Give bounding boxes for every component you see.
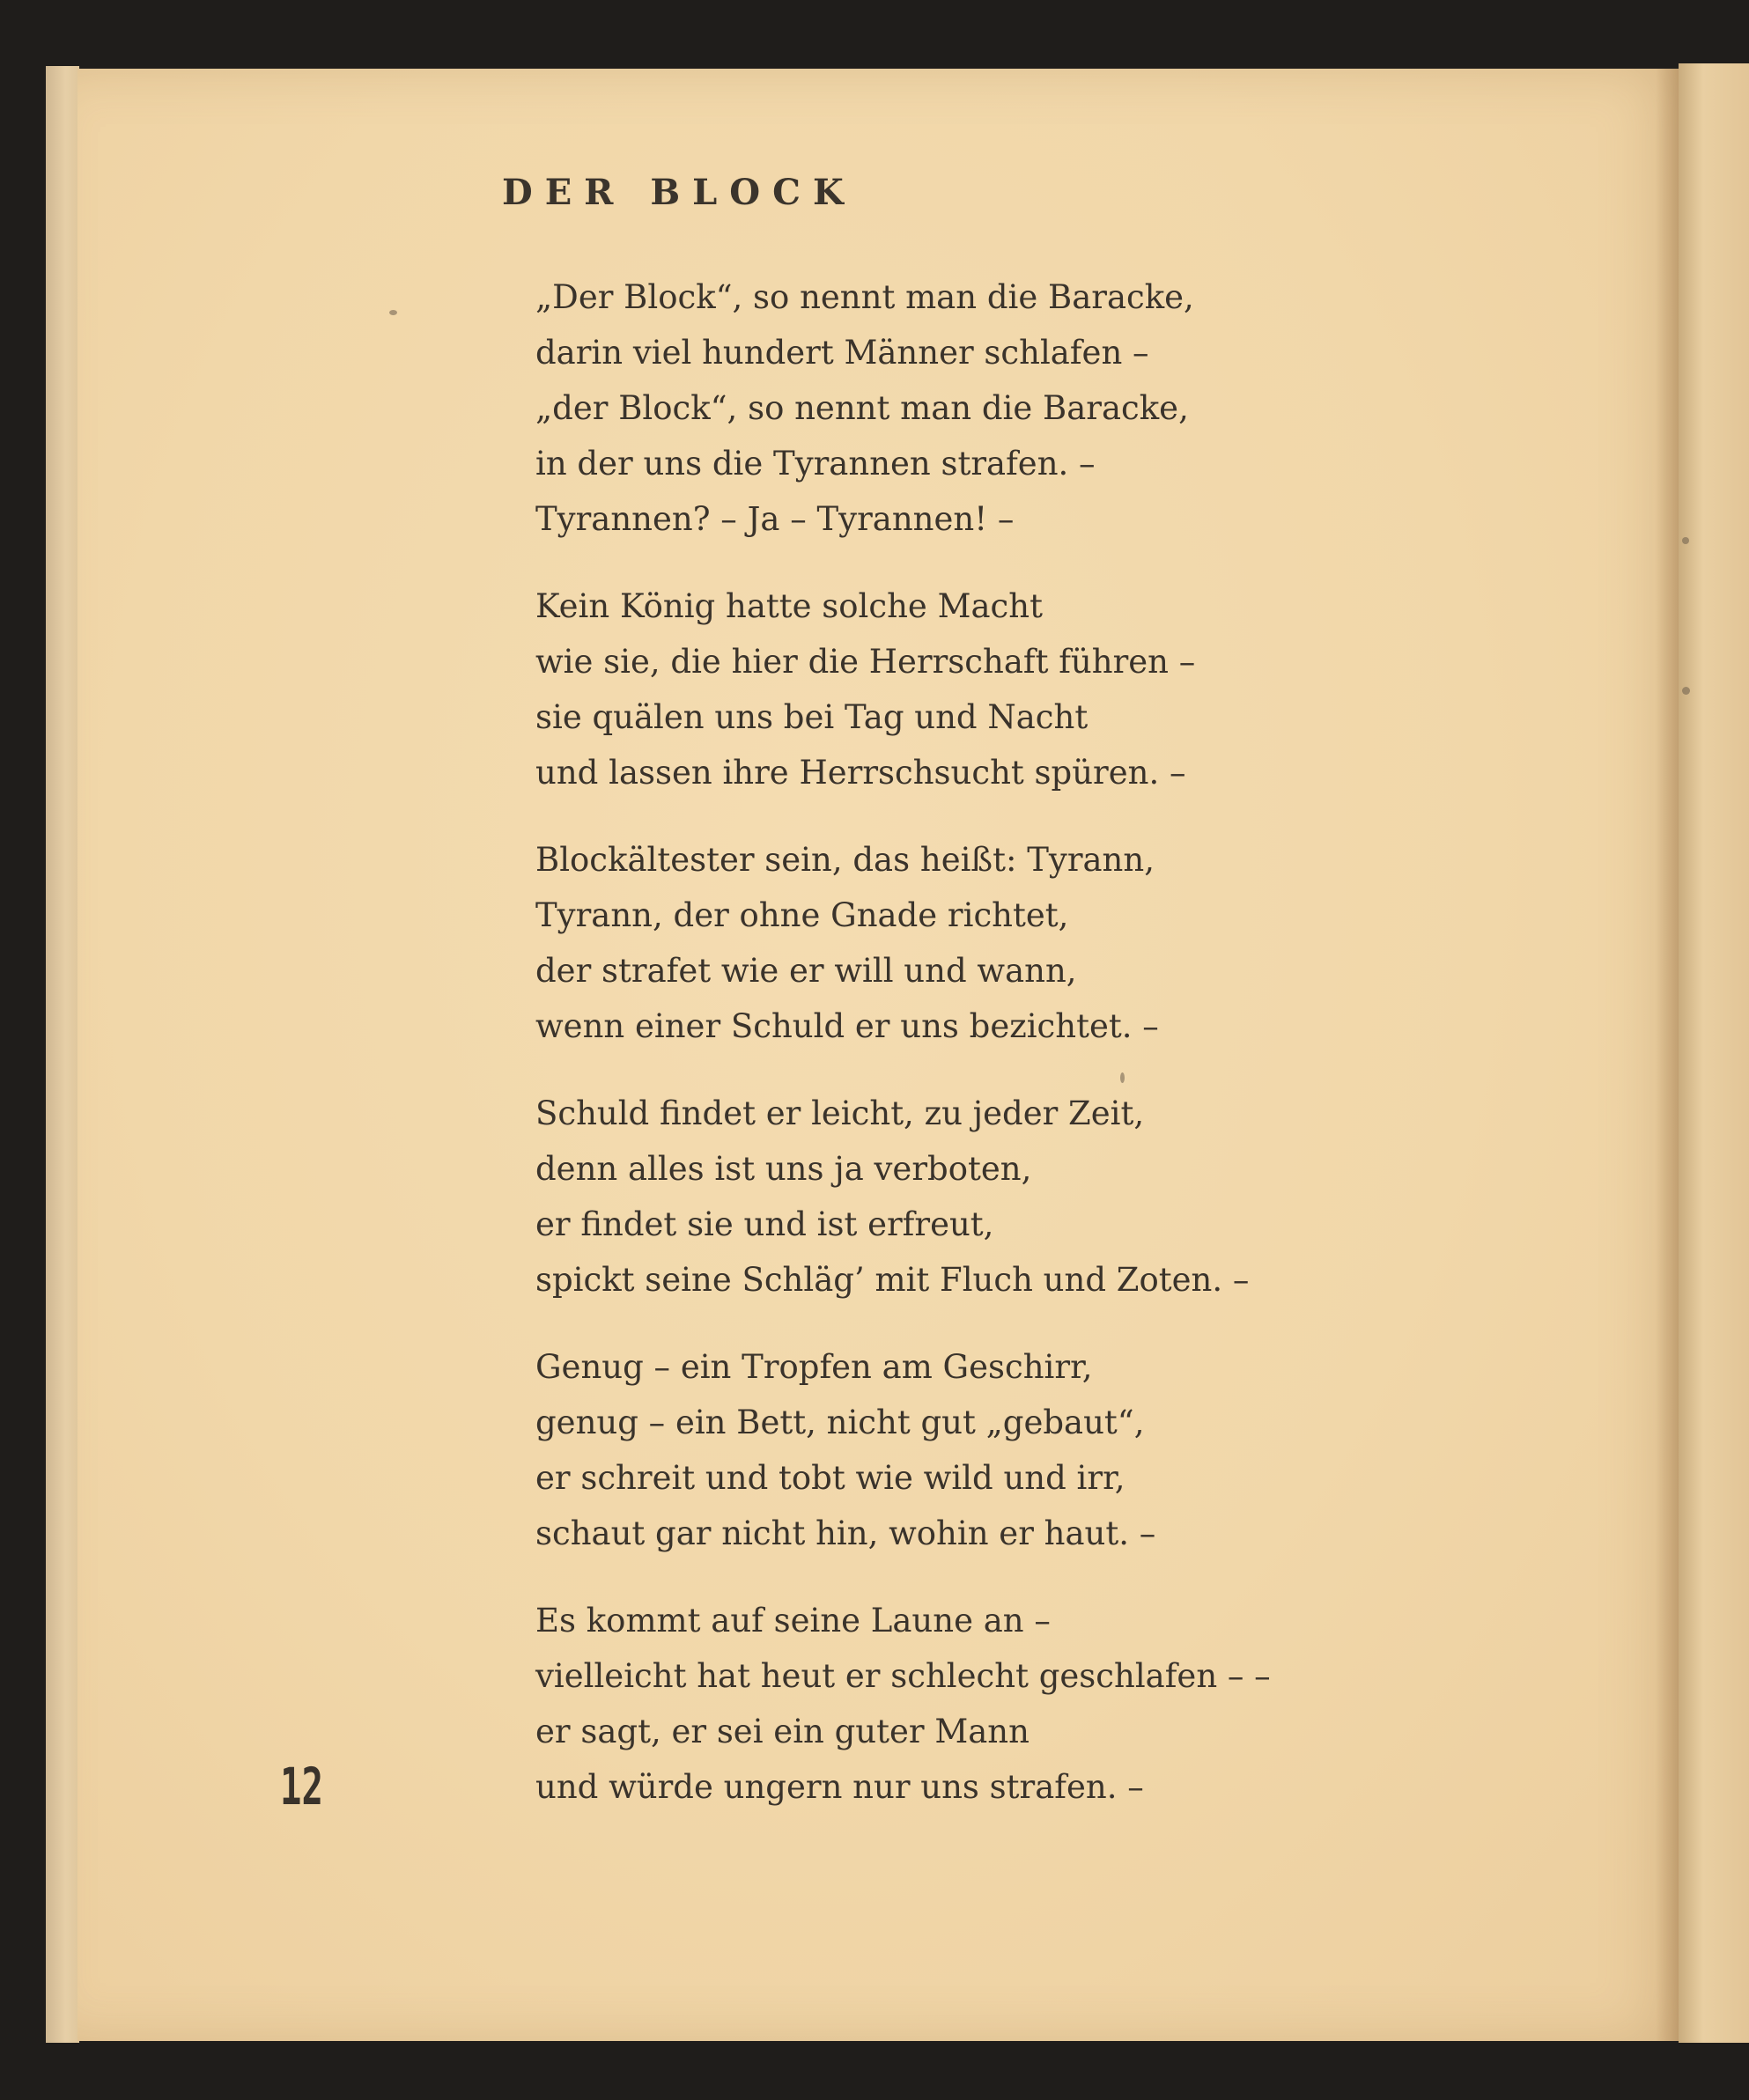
poem-line: Kein König hatte solche Macht <box>535 587 1043 625</box>
poem-line: Es kommt auf seine Laune an – <box>535 1602 1051 1639</box>
stanza <box>535 832 1416 1054</box>
poem-line: denn alles ist uns ja verboten, <box>535 1150 1032 1188</box>
poem-line: und würde ungern nur uns strafen. – <box>535 1768 1144 1806</box>
stanza <box>535 1086 1416 1308</box>
next-page-edge <box>1679 63 1749 2043</box>
paper-speck <box>1682 537 1689 544</box>
poem-line: und lassen ihre Herrschsucht spüren. – <box>535 754 1186 792</box>
poem-line: „der Block“, so nennt man die Baracke, <box>535 389 1189 427</box>
stanza <box>535 1339 1416 1561</box>
poem-line: in der uns die Tyrannen strafen. – <box>535 445 1096 483</box>
poem-line: Tyrann, der ohne Gnade richtet, <box>535 896 1069 934</box>
paper-speck <box>389 310 397 315</box>
poem-line: wenn einer Schuld er uns bezichtet. – <box>535 1007 1159 1045</box>
poem-line: wie sie, die hier die Herrschaft führen – <box>535 643 1196 681</box>
poem-line: spickt seine Schläg’ mit Fluch und Zoten. – <box>535 1261 1250 1299</box>
poem-line: er sagt, er sei ein guter Mann <box>535 1713 1029 1750</box>
stanza <box>535 578 1416 800</box>
poem-line: der strafet wie er will und wann, <box>535 952 1077 990</box>
stanza <box>535 269 1416 547</box>
poem-line: genug – ein Bett, nicht gut „gebaut“, <box>535 1404 1145 1441</box>
poem-line: schaut gar nicht hin, wohin er haut. – <box>535 1514 1156 1552</box>
poem-line: Schuld findet er leicht, zu jeder Zeit, <box>535 1094 1145 1132</box>
paper-speck <box>1682 687 1690 695</box>
page-edge-left <box>46 66 79 2043</box>
poem-line: er findet sie und ist erfreut, <box>535 1205 994 1243</box>
stanza <box>535 1593 1416 1815</box>
poem <box>535 269 1416 1846</box>
poem-line: vielleicht hat heut er schlecht geschlafen – – <box>535 1657 1271 1695</box>
poem-line: Genug – ein Tropfen am Geschirr, <box>535 1348 1093 1386</box>
poem-line: „Der Block“, so nennt man die Baracke, <box>535 278 1194 316</box>
poem-line: darin viel hundert Männer schlafen – <box>535 334 1149 372</box>
poem-line: er schreit und tobt wie wild und irr, <box>535 1459 1125 1497</box>
poem-line: Tyrannen? – Ja – Tyrannen! – <box>535 500 1015 538</box>
poem-line: Blockältester sein, das heißt: Tyrann, <box>535 841 1155 879</box>
page-title: DER BLOCK <box>502 172 856 213</box>
poem-line: sie quälen uns bei Tag und Nacht <box>535 698 1089 736</box>
page-number: 12 <box>280 1757 323 1816</box>
